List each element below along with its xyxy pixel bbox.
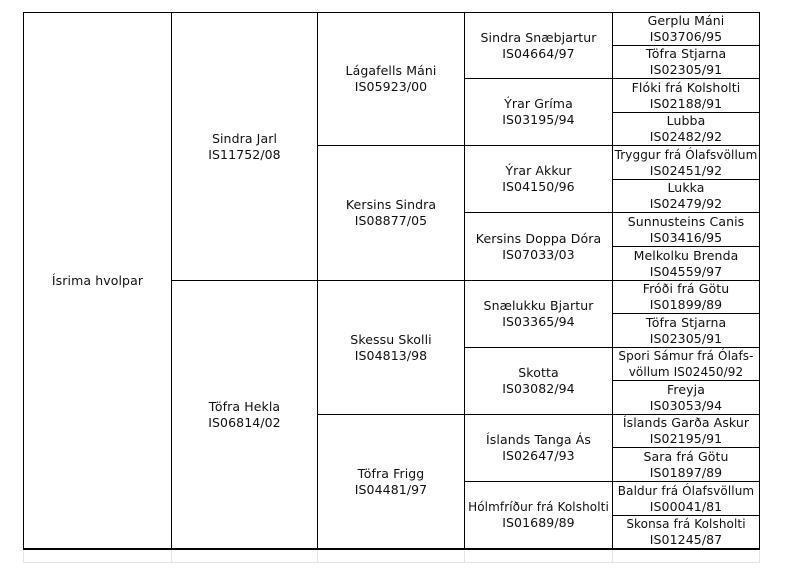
grid-line: [171, 550, 172, 562]
gg-grandparent-cell: [613, 348, 759, 380]
gg-grandparent-cell: [613, 281, 759, 313]
registration-number: IS01689/89: [502, 515, 575, 530]
registration-number: IS03195/94: [502, 112, 575, 127]
gg-grandparent-cell: [613, 79, 759, 112]
dog-name: Kersins Sindra: [345, 197, 437, 212]
registration-number: IS01899/89: [649, 297, 723, 312]
registration-number: IS05923/00: [354, 79, 428, 94]
registration-number: IS01245/87: [649, 532, 723, 547]
registration-number: IS06814/02: [208, 414, 281, 430]
dog-name: Skonsa frá Kolsholti: [626, 517, 746, 531]
dog-name: Íslands Tanga Ás: [485, 432, 592, 447]
dog-name: Hólmfríður frá Kolsholti: [468, 500, 609, 514]
registration-number: IS08877/05: [354, 213, 428, 228]
registration-number: IS11752/08: [208, 146, 281, 162]
registration-number: IS03082/94: [502, 381, 575, 396]
registration-number: IS04481/97: [354, 481, 428, 497]
grandparent-cell: [318, 13, 464, 145]
gg-grandparent-cell: [613, 448, 759, 481]
registration-number: völlum IS02450/92: [628, 365, 744, 379]
registration-number: IS02647/93: [502, 448, 575, 463]
registration-number: IS02305/91: [649, 62, 723, 77]
dog-name: Freyja: [667, 381, 705, 397]
registration-number: IS04559/97: [649, 263, 723, 279]
gg-grandparent-cell: [613, 482, 759, 515]
registration-number: IS07033/03: [502, 246, 575, 262]
gg-grandparent-cell: [613, 146, 759, 179]
grid-line: [759, 12, 760, 550]
registration-number: IS03365/94: [502, 314, 575, 329]
grandparent-cell: [318, 281, 464, 414]
gg-grandparent-cell: [613, 381, 759, 414]
dog-name: Sindra Jarl: [211, 130, 278, 146]
dog-name: Sunnusteins Canis: [627, 213, 745, 229]
dog-name: Gerplu Máni: [647, 13, 725, 28]
registration-number: IS04150/96: [502, 179, 575, 194]
dog-name: Töfra Hekla: [208, 398, 281, 414]
great-grandparent-cell: [465, 482, 612, 548]
dog-name: Ýrar Akkur: [505, 163, 572, 178]
dog-name: Sindra Snæbjartur: [480, 29, 597, 45]
gg-grandparent-cell: [613, 13, 759, 45]
grid-line: [464, 550, 465, 562]
gg-grandparent-cell: [613, 213, 759, 246]
gg-grandparent-cell: [613, 113, 759, 145]
gg-grandparent-cell: [613, 180, 759, 212]
great-grandparent-cell: [465, 348, 612, 414]
registration-number: IS03416/95: [649, 229, 723, 245]
registration-number: IS02195/91: [649, 431, 723, 446]
dog-name: Kersins Doppa Dóra: [475, 230, 602, 246]
dog-name: Fróði frá Götu: [642, 281, 730, 296]
gg-grandparent-cell: [613, 516, 759, 548]
grid-line: [23, 548, 760, 550]
registration-number: IS00041/81: [649, 498, 723, 514]
grid-line: [317, 550, 318, 562]
gg-grandparent-cell: [613, 415, 759, 447]
registration-number: IS04813/98: [354, 347, 428, 363]
dog-name: Baldur frá Ólafsvöllum: [617, 483, 755, 498]
registration-number: IS03053/94: [649, 397, 723, 413]
grid-line: [23, 562, 760, 563]
registration-number: IS01897/89: [649, 464, 723, 480]
great-grandparent-cell: [465, 13, 612, 78]
great-grandparent-cell: [465, 213, 612, 280]
gg-grandparent-cell: [613, 247, 759, 280]
dog-name: Íslands Garða Askur: [622, 415, 750, 430]
dog-name: Lubba: [666, 113, 706, 128]
dog-name: Töfra Stjarna: [645, 314, 727, 330]
dog-name: Flóki frá Kolsholti: [631, 79, 741, 95]
grandparent-cell: [318, 415, 464, 548]
dog-name: Töfra Stjarna: [645, 46, 727, 61]
registration-number: IS02482/92: [649, 129, 723, 144]
dog-name: Ýrar Gríma: [504, 96, 573, 111]
dog-name: Töfra Frigg: [357, 465, 425, 481]
great-grandparent-cell: [465, 146, 612, 212]
dog-name: Tryggur frá Ólafsvöllum: [614, 147, 758, 162]
registration-number: IS02479/92: [649, 196, 723, 211]
grid-line: [612, 550, 613, 562]
registration-number: IS02305/91: [649, 330, 723, 346]
dog-name: Skessu Skolli: [350, 331, 432, 347]
registration-number: IS03706/95: [649, 29, 723, 44]
gg-grandparent-cell: [613, 314, 759, 347]
grid-line: [759, 550, 760, 562]
dog-name: Spori Sámur frá Ólafs-: [618, 349, 754, 363]
great-grandparent-cell: [465, 415, 612, 481]
subject-cell: [24, 13, 171, 548]
great-grandparent-cell: [465, 79, 612, 145]
dog-name: Skotta: [518, 365, 559, 380]
registration-number: IS04664/97: [502, 45, 575, 61]
dog-name: Sara frá Götu: [643, 448, 729, 464]
subject-name: Ísrima hvolpar: [51, 272, 144, 288]
dog-name: Lágafells Máni: [345, 63, 437, 78]
great-grandparent-cell: [465, 281, 612, 347]
gg-grandparent-cell: [613, 46, 759, 78]
grid-line: [23, 550, 24, 562]
sire-cell: [172, 13, 317, 280]
registration-number: IS02188/91: [649, 95, 723, 111]
dog-name: Snælukku Bjartur: [483, 298, 594, 313]
grandparent-cell: [318, 146, 464, 280]
dam-cell: [172, 281, 317, 548]
dog-name: Melkolku Brenda: [633, 247, 739, 263]
registration-number: IS02451/92: [649, 162, 723, 178]
dog-name: Lukka: [667, 180, 705, 195]
